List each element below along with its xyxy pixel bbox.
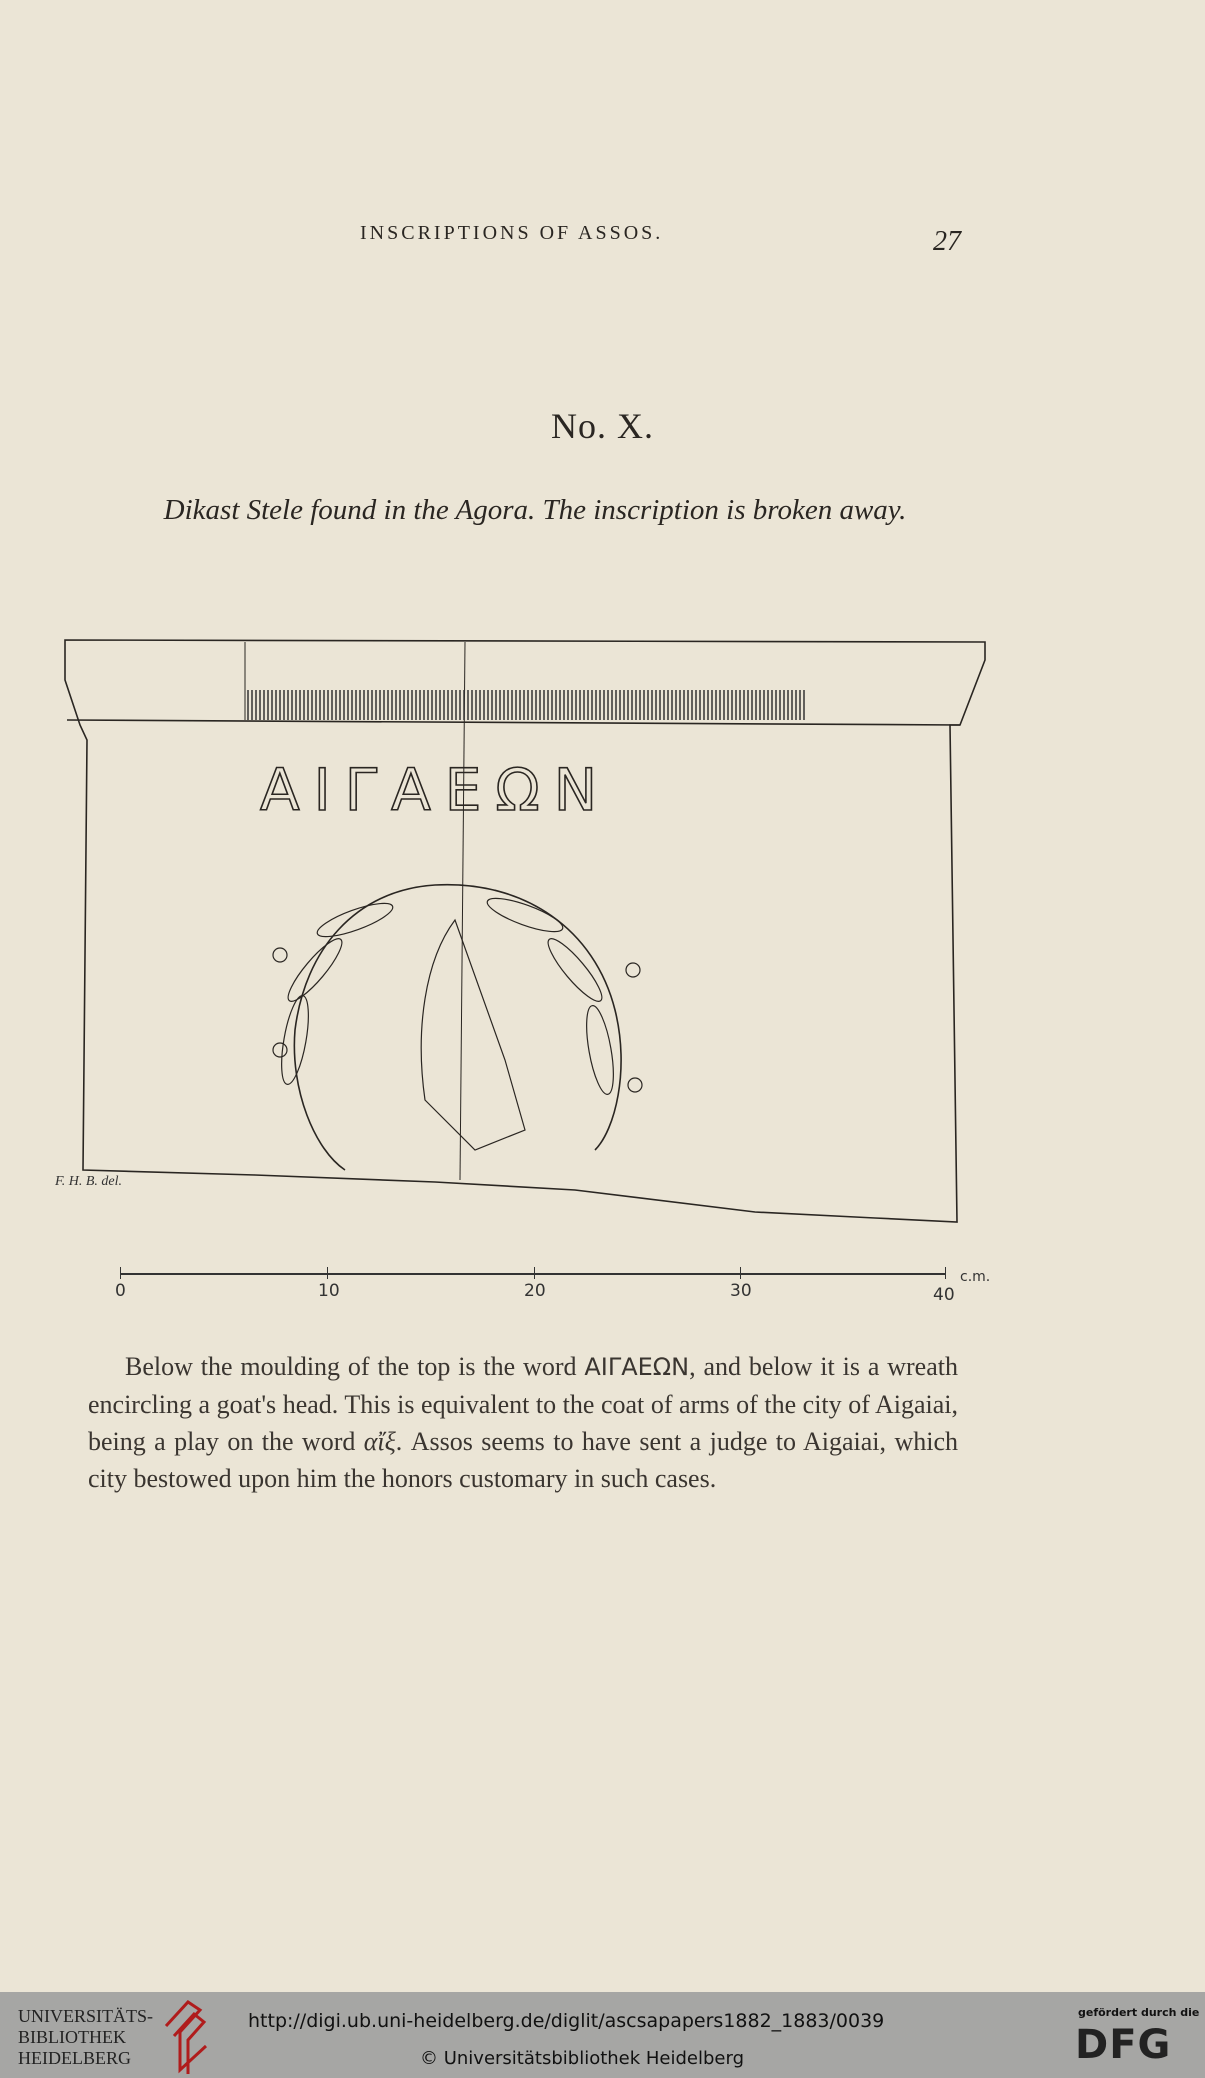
- scale-tick-10: 10: [318, 1281, 340, 1301]
- library-line: HEIDELBERG: [18, 2048, 131, 2068]
- scale-unit: c.m.: [960, 1269, 991, 1285]
- running-title: INSCRIPTIONS OF ASSOS.: [360, 222, 664, 244]
- stele-illustration: [55, 630, 1005, 1240]
- library-line: UNIVERSITÄTS-: [18, 2006, 153, 2026]
- greek-word: ΑΙΓΑΕΩΝ: [584, 1353, 690, 1381]
- body-text-1: Below the moulding of the top is the word: [125, 1352, 585, 1381]
- artist-signature: F. H. B. del.: [55, 1174, 123, 1189]
- permalink-url[interactable]: http://digi.ub.uni-heidelberg.de/diglit/ascsapapers1882_1883/0039: [248, 2010, 885, 2032]
- body-text-3: . Assos seems to have sent a judge to Aigaiai, which city bestowed upon him the honors customary in such cases.: [88, 1427, 958, 1493]
- page-number: 27: [933, 226, 961, 257]
- scale-tick-0: 0: [115, 1281, 126, 1301]
- scale-tick-20: 20: [524, 1281, 546, 1301]
- stele-outline: [65, 640, 985, 1222]
- body-text-2: , and below it is a wreath encircling a goat's head. This is equivalent to the coat of arms of the city of Aigaiai, being a play on the word: [88, 1352, 958, 1456]
- library-line: BIBLIOTHEK: [18, 2027, 126, 2047]
- library-logo-icon: [158, 1996, 218, 2076]
- body-text: [88, 1348, 958, 1497]
- copyright: © Universitätsbibliothek Heidelberg: [420, 2048, 745, 2069]
- figure-caption: Dikast Stele found in the Agora. The inscription is broken away.: [163, 494, 907, 526]
- scale-tick-30: 30: [730, 1281, 752, 1301]
- funding-label: gefördert durch die: [1078, 2006, 1200, 2019]
- scale-tick-40: 40: [933, 1285, 955, 1305]
- library-name: [18, 2006, 153, 2069]
- section-title: No. X.: [551, 406, 654, 446]
- inscription-text: ΑΙΓΑΕΩΝ: [260, 756, 612, 824]
- footer-bar: [0, 1992, 1205, 2078]
- greek-word-aix: αἴξ: [363, 1427, 396, 1456]
- scale-bar: [115, 1265, 1018, 1315]
- dfg-logo: DFG: [1075, 2022, 1172, 2068]
